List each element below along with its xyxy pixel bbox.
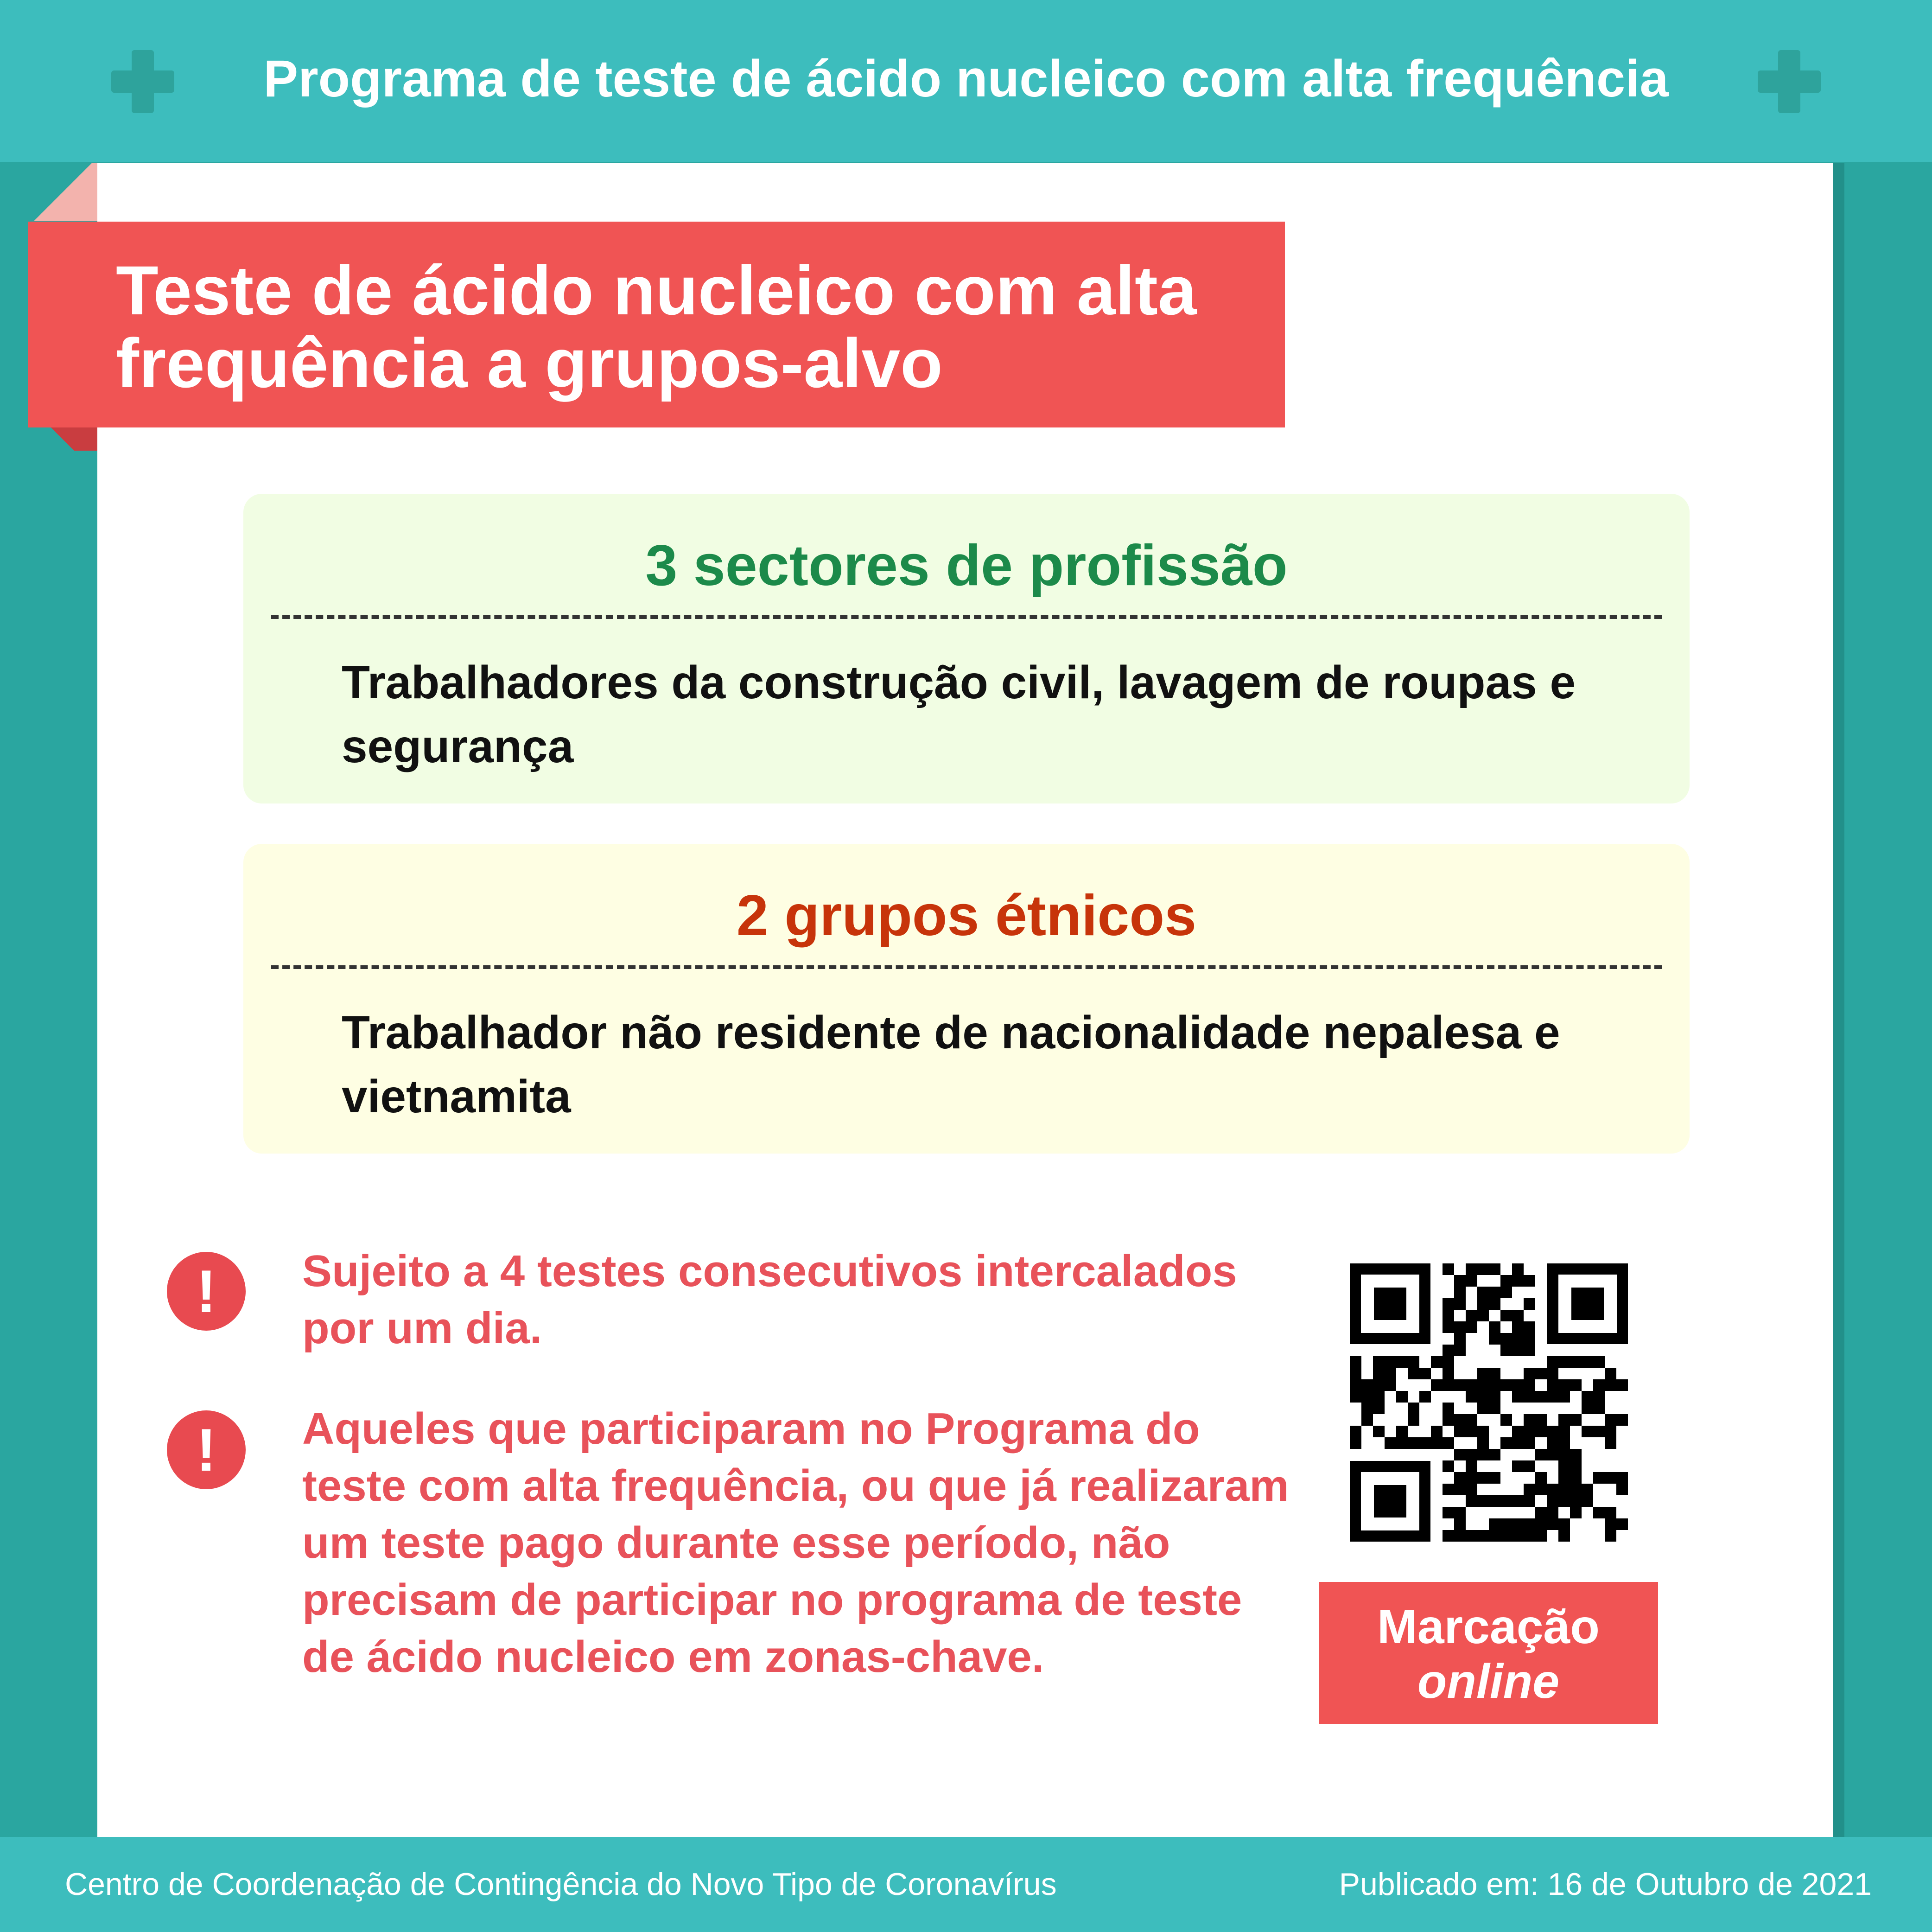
card-title: 3 sectores de profissão bbox=[645, 534, 1288, 598]
qr-module bbox=[1512, 1437, 1524, 1449]
paper-shadow bbox=[1833, 163, 1844, 1837]
qr-module bbox=[1431, 1437, 1443, 1449]
qr-module bbox=[1500, 1495, 1512, 1507]
qr-module bbox=[1489, 1449, 1500, 1460]
qr-module bbox=[1489, 1495, 1500, 1507]
note-text: Aqueles que participaram no Programa do teste com alta frequência, ou que já realizaram um teste pago durante esse período, não precisam de participar no programa de teste de ácido nucleico em zonas-chave. bbox=[302, 1404, 1289, 1682]
qr-module bbox=[1477, 1449, 1489, 1460]
qr-module bbox=[1524, 1379, 1535, 1391]
qr-module bbox=[1605, 1507, 1616, 1518]
qr-module bbox=[1558, 1449, 1570, 1460]
qr-module bbox=[1524, 1414, 1535, 1426]
profession-sectors-card bbox=[243, 494, 1690, 803]
qr-module bbox=[1489, 1287, 1500, 1298]
qr-module bbox=[1605, 1530, 1616, 1542]
qr-module bbox=[1535, 1530, 1547, 1542]
qr-module bbox=[1593, 1507, 1605, 1518]
qr-module bbox=[1558, 1472, 1570, 1484]
qr-module bbox=[1558, 1484, 1570, 1495]
qr-module bbox=[1466, 1275, 1477, 1287]
footer-published-date: Publicado em: 16 de Outubro de 2021 bbox=[1339, 1867, 1872, 1902]
qr-module bbox=[1512, 1379, 1524, 1391]
qr-module bbox=[1500, 1310, 1512, 1321]
dashed-divider bbox=[271, 965, 1662, 969]
qr-module bbox=[1605, 1426, 1616, 1437]
exclamation-icon: ! bbox=[167, 1252, 246, 1331]
qr-module bbox=[1512, 1460, 1524, 1472]
qr-finder bbox=[1350, 1461, 1430, 1542]
qr-module bbox=[1605, 1414, 1616, 1426]
qr-module bbox=[1396, 1356, 1408, 1368]
qr-module bbox=[1431, 1426, 1443, 1437]
qr-module bbox=[1477, 1287, 1489, 1298]
booking-label-line1: Marcação bbox=[1377, 1600, 1600, 1654]
qr-module bbox=[1431, 1379, 1443, 1391]
qr-module bbox=[1547, 1507, 1558, 1518]
qr-module bbox=[1535, 1507, 1547, 1518]
qr-module bbox=[1408, 1368, 1419, 1379]
qr-module bbox=[1443, 1356, 1454, 1368]
qr-module bbox=[1477, 1426, 1489, 1437]
card-body: Trabalhador não residente de nacionalidade nepalesa e vietnamita bbox=[342, 1007, 1560, 1122]
page-header-title: Programa de teste de ácido nucleico com alta frequência bbox=[263, 50, 1669, 108]
qr-module bbox=[1408, 1437, 1419, 1449]
qr-module bbox=[1373, 1356, 1385, 1368]
qr-module bbox=[1500, 1530, 1512, 1542]
qr-module bbox=[1547, 1495, 1558, 1507]
qr-module bbox=[1500, 1287, 1512, 1298]
qr-module bbox=[1558, 1379, 1570, 1391]
qr-module bbox=[1419, 1368, 1431, 1379]
qr-module bbox=[1419, 1391, 1431, 1403]
qr-module bbox=[1570, 1449, 1582, 1460]
qr-module bbox=[1512, 1275, 1524, 1287]
qr-module bbox=[1535, 1368, 1547, 1379]
qr-module bbox=[1477, 1379, 1489, 1391]
ethnic-groups-card bbox=[243, 844, 1690, 1154]
qr-module bbox=[1454, 1507, 1466, 1518]
qr-module bbox=[1431, 1356, 1443, 1368]
qr-module bbox=[1454, 1449, 1466, 1460]
qr-module bbox=[1361, 1403, 1373, 1414]
qr-module bbox=[1477, 1437, 1489, 1449]
qr-module bbox=[1616, 1518, 1628, 1530]
booking-label-line2: online bbox=[1417, 1655, 1560, 1709]
qr-module bbox=[1593, 1356, 1605, 1368]
qr-module bbox=[1477, 1403, 1489, 1414]
qr-module bbox=[1466, 1379, 1477, 1391]
qr-module bbox=[1477, 1368, 1489, 1379]
qr-module bbox=[1593, 1426, 1605, 1437]
qr-module bbox=[1524, 1437, 1535, 1449]
qr-module bbox=[1570, 1484, 1582, 1495]
qr-module bbox=[1443, 1484, 1454, 1495]
qr-module bbox=[1477, 1495, 1489, 1507]
header-bar bbox=[0, 0, 1932, 162]
qr-module bbox=[1500, 1345, 1512, 1356]
qr-module bbox=[1385, 1379, 1396, 1391]
qr-module bbox=[1535, 1518, 1547, 1530]
qr-module bbox=[1385, 1356, 1396, 1368]
qr-module bbox=[1443, 1414, 1454, 1426]
qr-module bbox=[1454, 1518, 1466, 1530]
qr-module bbox=[1524, 1298, 1535, 1310]
qr-module bbox=[1489, 1391, 1500, 1403]
qr-module bbox=[1535, 1414, 1547, 1426]
qr-module bbox=[1477, 1298, 1489, 1310]
qr-module bbox=[1582, 1495, 1593, 1507]
qr-module bbox=[1500, 1333, 1512, 1345]
qr-module bbox=[1547, 1379, 1558, 1391]
qr-module bbox=[1512, 1426, 1524, 1437]
qr-module bbox=[1558, 1391, 1570, 1403]
qr-module bbox=[1373, 1391, 1385, 1403]
qr-module bbox=[1350, 1379, 1361, 1391]
qr-module bbox=[1385, 1368, 1396, 1379]
qr-module bbox=[1582, 1484, 1593, 1495]
qr-finder bbox=[1350, 1263, 1430, 1344]
qr-module bbox=[1466, 1449, 1477, 1460]
qr-module bbox=[1466, 1414, 1477, 1426]
qr-code-icon[interactable] bbox=[1350, 1263, 1628, 1542]
qr-module bbox=[1547, 1391, 1558, 1403]
qr-module bbox=[1477, 1263, 1489, 1275]
qr-module bbox=[1443, 1368, 1454, 1379]
qr-module bbox=[1512, 1495, 1524, 1507]
banner-title: Teste de ácido nucleico com alta frequência a grupos-alvo bbox=[116, 251, 1197, 402]
qr-module bbox=[1605, 1379, 1616, 1391]
qr-module bbox=[1524, 1275, 1535, 1287]
qr-module bbox=[1570, 1414, 1582, 1426]
qr-module bbox=[1373, 1368, 1385, 1379]
card-body: Trabalhadores da construção civil, lavagem de roupas e segurança bbox=[342, 657, 1576, 772]
qr-module bbox=[1443, 1379, 1454, 1391]
qr-module bbox=[1524, 1426, 1535, 1437]
qr-module bbox=[1373, 1379, 1385, 1391]
qr-module bbox=[1512, 1263, 1524, 1275]
qr-module bbox=[1454, 1484, 1466, 1495]
ribbon-fold bbox=[28, 427, 97, 451]
qr-module bbox=[1593, 1472, 1605, 1484]
qr-module bbox=[1570, 1495, 1582, 1507]
qr-module bbox=[1535, 1472, 1547, 1484]
qr-module bbox=[1524, 1484, 1535, 1495]
qr-module bbox=[1454, 1530, 1466, 1542]
qr-module bbox=[1524, 1345, 1535, 1356]
qr-module bbox=[1477, 1391, 1489, 1403]
footer-bar bbox=[0, 1837, 1932, 1932]
qr-module bbox=[1443, 1345, 1454, 1356]
qr-module bbox=[1443, 1263, 1454, 1275]
qr-module bbox=[1396, 1426, 1408, 1437]
footer-organization: Centro de Coordenação de Contingência do Novo Tipo de Coronavírus bbox=[65, 1867, 1057, 1902]
qr-module bbox=[1593, 1403, 1605, 1414]
qr-module bbox=[1454, 1426, 1466, 1437]
qr-module bbox=[1500, 1414, 1512, 1426]
qr-module bbox=[1489, 1530, 1500, 1542]
qr-module bbox=[1547, 1426, 1558, 1437]
exclamation-icon: ! bbox=[167, 1410, 246, 1489]
qr-module bbox=[1361, 1414, 1373, 1426]
qr-module bbox=[1558, 1530, 1570, 1542]
qr-module bbox=[1512, 1321, 1524, 1333]
qr-module bbox=[1454, 1345, 1466, 1356]
qr-module bbox=[1489, 1298, 1500, 1310]
qr-module bbox=[1593, 1391, 1605, 1403]
plus-icon bbox=[1758, 50, 1821, 113]
qr-module bbox=[1361, 1391, 1373, 1403]
qr-module bbox=[1489, 1321, 1500, 1333]
note-text: Sujeito a 4 testes consecutivos intercalados por um dia. bbox=[302, 1246, 1237, 1353]
qr-module bbox=[1547, 1437, 1558, 1449]
qr-module bbox=[1466, 1484, 1477, 1495]
qr-module bbox=[1454, 1321, 1466, 1333]
qr-module bbox=[1582, 1391, 1593, 1403]
qr-finder bbox=[1547, 1263, 1628, 1344]
qr-module bbox=[1477, 1530, 1489, 1542]
qr-module bbox=[1466, 1495, 1477, 1507]
qr-module bbox=[1396, 1391, 1408, 1403]
qr-module bbox=[1489, 1472, 1500, 1484]
qr-module bbox=[1466, 1530, 1477, 1542]
qr-module bbox=[1408, 1403, 1419, 1414]
qr-module bbox=[1489, 1263, 1500, 1275]
qr-module bbox=[1558, 1460, 1570, 1472]
online-booking-button[interactable] bbox=[1319, 1582, 1658, 1724]
qr-module bbox=[1454, 1333, 1466, 1345]
qr-module bbox=[1512, 1530, 1524, 1542]
qr-module bbox=[1512, 1391, 1524, 1403]
qr-module bbox=[1512, 1333, 1524, 1345]
qr-module bbox=[1466, 1426, 1477, 1437]
qr-module bbox=[1500, 1379, 1512, 1391]
qr-module bbox=[1570, 1472, 1582, 1484]
qr-module bbox=[1524, 1321, 1535, 1333]
qr-module bbox=[1605, 1518, 1616, 1530]
qr-module bbox=[1535, 1449, 1547, 1460]
qr-module bbox=[1489, 1368, 1500, 1379]
qr-module bbox=[1582, 1403, 1593, 1414]
qr-module bbox=[1466, 1460, 1477, 1472]
qr-module bbox=[1558, 1437, 1570, 1449]
qr-module bbox=[1454, 1472, 1466, 1484]
qr-module bbox=[1558, 1414, 1570, 1426]
qr-module bbox=[1385, 1437, 1396, 1449]
qr-module bbox=[1408, 1414, 1419, 1426]
qr-module bbox=[1454, 1275, 1466, 1287]
dashed-divider bbox=[271, 615, 1662, 619]
qr-module bbox=[1373, 1426, 1385, 1437]
qr-module bbox=[1512, 1345, 1524, 1356]
qr-module bbox=[1547, 1449, 1558, 1460]
qr-module bbox=[1605, 1472, 1616, 1484]
qr-module bbox=[1443, 1437, 1454, 1449]
qr-module bbox=[1419, 1437, 1431, 1449]
qr-module bbox=[1512, 1518, 1524, 1530]
qr-module bbox=[1454, 1379, 1466, 1391]
qr-module bbox=[1558, 1518, 1570, 1530]
qr-module bbox=[1558, 1426, 1570, 1437]
qr-module bbox=[1582, 1426, 1593, 1437]
qr-module bbox=[1535, 1391, 1547, 1403]
qr-module bbox=[1524, 1368, 1535, 1379]
qr-module bbox=[1489, 1403, 1500, 1414]
qr-module bbox=[1558, 1495, 1570, 1507]
qr-module bbox=[1547, 1484, 1558, 1495]
qr-module bbox=[1593, 1379, 1605, 1391]
qr-module bbox=[1489, 1333, 1500, 1345]
qr-module bbox=[1489, 1518, 1500, 1530]
qr-module bbox=[1616, 1414, 1628, 1426]
card-title: 2 grupos étnicos bbox=[736, 884, 1197, 948]
qr-module bbox=[1396, 1437, 1408, 1449]
qr-module bbox=[1454, 1414, 1466, 1426]
qr-module bbox=[1500, 1437, 1512, 1449]
qr-module bbox=[1570, 1379, 1582, 1391]
qr-module bbox=[1524, 1518, 1535, 1530]
qr-module bbox=[1570, 1460, 1582, 1472]
qr-module bbox=[1547, 1356, 1558, 1368]
qr-module bbox=[1466, 1472, 1477, 1484]
qr-module bbox=[1524, 1460, 1535, 1472]
qr-module bbox=[1512, 1310, 1524, 1321]
qr-module bbox=[1547, 1518, 1558, 1530]
qr-module bbox=[1454, 1298, 1466, 1310]
qr-module bbox=[1524, 1495, 1535, 1507]
qr-module bbox=[1570, 1356, 1582, 1368]
qr-module bbox=[1524, 1530, 1535, 1542]
title-banner bbox=[28, 222, 1285, 427]
qr-module bbox=[1466, 1391, 1477, 1403]
qr-module bbox=[1524, 1391, 1535, 1403]
qr-module bbox=[1466, 1321, 1477, 1333]
qr-module bbox=[1477, 1472, 1489, 1484]
qr-module bbox=[1443, 1403, 1454, 1414]
qr-module bbox=[1605, 1368, 1616, 1379]
qr-module bbox=[1443, 1507, 1454, 1518]
qr-module bbox=[1570, 1507, 1582, 1518]
qr-module bbox=[1489, 1379, 1500, 1391]
qr-module bbox=[1616, 1484, 1628, 1495]
qr-module bbox=[1616, 1379, 1628, 1391]
paper-fold bbox=[28, 163, 97, 221]
qr-module bbox=[1582, 1356, 1593, 1368]
qr-module bbox=[1605, 1437, 1616, 1449]
qr-module bbox=[1477, 1310, 1489, 1321]
qr-module bbox=[1500, 1518, 1512, 1530]
qr-module bbox=[1350, 1391, 1361, 1403]
qr-module bbox=[1443, 1530, 1454, 1542]
qr-module bbox=[1443, 1310, 1454, 1321]
qr-module bbox=[1361, 1379, 1373, 1391]
qr-module bbox=[1408, 1356, 1419, 1368]
qr-module bbox=[1454, 1287, 1466, 1298]
qr-module bbox=[1466, 1310, 1477, 1321]
qr-module bbox=[1443, 1460, 1454, 1472]
qr-module bbox=[1466, 1263, 1477, 1275]
qr-module bbox=[1616, 1472, 1628, 1484]
qr-module bbox=[1443, 1321, 1454, 1333]
qr-module bbox=[1547, 1368, 1558, 1379]
qr-module bbox=[1524, 1333, 1535, 1345]
qr-module bbox=[1500, 1275, 1512, 1287]
qr-module bbox=[1350, 1437, 1361, 1449]
qr-module bbox=[1443, 1298, 1454, 1310]
qr-module bbox=[1558, 1356, 1570, 1368]
qr-module bbox=[1350, 1426, 1361, 1437]
qr-module bbox=[1373, 1403, 1385, 1414]
qr-module bbox=[1350, 1368, 1361, 1379]
qr-module bbox=[1350, 1356, 1361, 1368]
qr-module bbox=[1535, 1426, 1547, 1437]
qr-module bbox=[1535, 1484, 1547, 1495]
